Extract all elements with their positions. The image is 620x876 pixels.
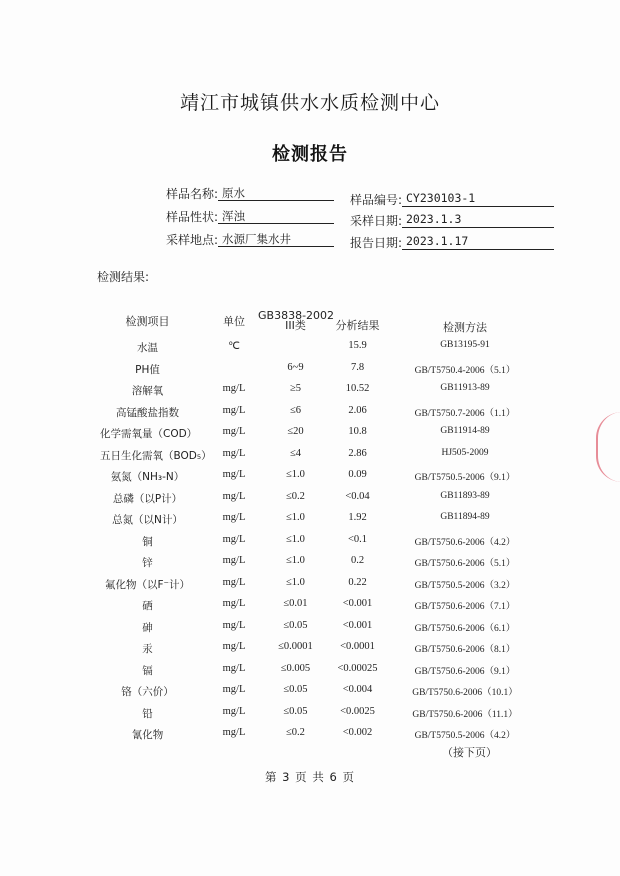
report-title: 检测报告 xyxy=(272,144,348,165)
cell-method: GB/T5750.6-2006（6.1） xyxy=(414,623,516,634)
cell-method: GB13195-91 xyxy=(440,340,490,350)
cell-item: 氰化物 xyxy=(131,729,164,741)
cell-unit: mg/L xyxy=(222,555,246,566)
sampling-location-label: 采样地点: xyxy=(165,233,218,247)
cell-method: GB/T5750.7-2006（1.1） xyxy=(414,408,516,419)
cell-standard: ≤0.2 xyxy=(286,490,305,502)
table-row xyxy=(0,727,620,747)
cell-standard: ≤1.0 xyxy=(286,555,305,566)
cell-result: <0.001 xyxy=(342,598,373,609)
cell-method: GB/T5750.6-2006（10.1） xyxy=(412,688,518,698)
cell-item: 高锰酸盐指数 xyxy=(116,406,179,419)
cell-standard: ≤4 xyxy=(289,447,301,459)
cell-method: GB/T5750.5-2006（3.2） xyxy=(414,580,516,591)
table-row xyxy=(0,491,620,511)
header-unit: 单位 xyxy=(223,315,245,328)
cell-method: GB/T5750.5-2006（4.2） xyxy=(414,731,516,741)
table-row xyxy=(0,512,620,532)
cell-item: 铜 xyxy=(142,535,153,548)
table-row xyxy=(0,641,620,661)
results-label: 检测结果: xyxy=(97,270,150,284)
cell-result: 1.92 xyxy=(348,512,367,523)
header-standard-line2: III类 xyxy=(285,319,306,332)
cell-unit: mg/L xyxy=(222,447,246,459)
table-row xyxy=(0,340,620,360)
cell-standard: ≤1.0 xyxy=(286,576,305,588)
cell-standard: ≤0.01 xyxy=(283,598,308,609)
report-date-value: 2023.1.17 xyxy=(402,234,554,250)
cell-standard: ≥5 xyxy=(289,383,301,394)
organization-name: 靖江市城镇供水水质检测中心 xyxy=(179,92,440,114)
cell-standard: ≤0.05 xyxy=(283,705,308,717)
cell-result: <0.0001 xyxy=(340,641,375,652)
table-row xyxy=(0,577,620,597)
cell-item: 铅 xyxy=(142,707,153,720)
cell-standard: ≤6 xyxy=(289,404,301,416)
table-row xyxy=(0,706,620,726)
sample-name-label: 样品名称: xyxy=(165,187,218,201)
table-row xyxy=(0,555,620,575)
table-row xyxy=(0,663,620,683)
cell-standard: ≤0.05 xyxy=(283,684,308,695)
cell-item: 水温 xyxy=(137,342,158,354)
page-number: 第 3 页 共 6 页 xyxy=(265,770,355,784)
cell-result: 2.06 xyxy=(348,404,367,416)
table-row xyxy=(0,534,620,554)
cell-standard: ≤0.0001 xyxy=(278,641,313,652)
cell-item: 总氮（以N计） xyxy=(112,514,183,526)
cell-method: GB/T5750.4-2006（5.1） xyxy=(414,365,516,376)
cell-unit: mg/L xyxy=(222,426,246,437)
cell-method: GB/T5750.6-2006（4.2） xyxy=(414,537,516,548)
sample-appearance-label: 样品性状: xyxy=(165,210,218,224)
cell-unit: mg/L xyxy=(222,512,246,523)
sample-name-value: 原水 xyxy=(218,185,334,201)
table-row xyxy=(0,598,620,618)
cell-result: <0.04 xyxy=(345,490,370,502)
table-row xyxy=(0,448,620,468)
cell-method: GB/T5750.6-2006（5.1） xyxy=(414,559,516,569)
table-row xyxy=(0,684,620,704)
table-row xyxy=(0,405,620,425)
cell-method: GB/T5750.6-2006（8.1） xyxy=(414,645,516,655)
cell-method: HJ505-2009 xyxy=(441,447,489,458)
cell-method: GB/T5750.6-2006（7.1） xyxy=(414,602,516,612)
cell-standard: 6~9 xyxy=(287,361,304,373)
cell-item: 五日生化需氧（BOD₅） xyxy=(100,449,212,462)
cell-result: 2.86 xyxy=(348,447,367,459)
cell-item: 化学需氧量（COD） xyxy=(100,428,198,440)
cell-method: GB11894-89 xyxy=(440,512,490,522)
cell-unit: mg/L xyxy=(222,404,246,416)
sampling-date-value: 2023.1.3 xyxy=(402,212,554,228)
cell-unit: ℃ xyxy=(228,341,240,352)
cell-standard: ≤0.005 xyxy=(280,662,311,674)
cell-unit: mg/L xyxy=(222,684,246,695)
cell-result: 7.8 xyxy=(350,361,365,373)
cell-result: 10.52 xyxy=(345,383,370,394)
cell-standard: ≤0.2 xyxy=(286,727,305,738)
header-method: 检测方法 xyxy=(443,321,487,334)
table-row xyxy=(0,362,620,382)
cell-unit: mg/L xyxy=(222,490,246,502)
cell-unit: mg/L xyxy=(222,383,246,394)
continued-note: （接下页） xyxy=(442,746,497,759)
cell-item: 砷 xyxy=(142,621,153,634)
cell-item: PH值 xyxy=(135,363,160,376)
sample-number-value: CY230103-1 xyxy=(402,191,554,207)
cell-result: 0.2 xyxy=(350,555,365,566)
cell-unit: mg/L xyxy=(222,705,246,717)
cell-unit: mg/L xyxy=(222,662,246,674)
cell-method: GB/T5750.6-2006（11.1） xyxy=(412,709,518,720)
cell-unit: mg/L xyxy=(222,598,246,609)
report-date-label: 报告日期: xyxy=(349,236,402,250)
cell-standard: ≤1.0 xyxy=(286,533,305,545)
cell-method: GB/T5750.5-2006（9.1） xyxy=(414,473,516,483)
cell-standard: ≤1.0 xyxy=(286,469,305,480)
cell-unit: mg/L xyxy=(222,619,246,631)
cell-unit: mg/L xyxy=(222,727,246,738)
cell-item: 溶解氧 xyxy=(131,385,164,397)
cell-result: <0.001 xyxy=(342,619,373,631)
sample-appearance-value: 浑浊 xyxy=(218,208,334,224)
cell-result: 10.8 xyxy=(348,426,367,437)
header-standard-line1: GB3838-2002 xyxy=(258,309,335,322)
cell-unit: mg/L xyxy=(222,576,246,588)
cell-result: <0.1 xyxy=(347,533,368,545)
header-item: 检测项目 xyxy=(125,315,170,328)
cell-standard: ≤20 xyxy=(287,426,304,437)
cell-result: 15.9 xyxy=(348,340,367,351)
cell-item: 总磷（以P计） xyxy=(112,492,183,505)
cell-result: <0.00025 xyxy=(337,662,378,674)
table-row xyxy=(0,383,620,403)
cell-method: GB11914-89 xyxy=(440,426,490,436)
cell-item: 氨氮（NH₃-N） xyxy=(110,471,185,483)
cell-standard: ≤1.0 xyxy=(286,512,305,523)
cell-result: <0.004 xyxy=(342,684,373,695)
cell-item: 硒 xyxy=(142,600,153,612)
cell-result: 0.22 xyxy=(348,576,367,588)
cell-unit: mg/L xyxy=(222,469,246,480)
cell-method: GB/T5750.6-2006（9.1） xyxy=(414,666,516,677)
cell-method: GB11913-89 xyxy=(440,383,490,393)
cell-item: 锌 xyxy=(142,557,153,569)
cell-item: 镉 xyxy=(142,664,153,677)
cell-unit: mg/L xyxy=(222,533,246,545)
sampling-date-label: 采样日期: xyxy=(349,214,402,228)
cell-result: 0.09 xyxy=(348,469,367,480)
cell-standard: ≤0.05 xyxy=(283,619,308,631)
sampling-location-value: 水源厂集水井 xyxy=(218,231,334,247)
cell-item: 氟化物（以F⁻计） xyxy=(104,578,191,591)
header-result: 分析结果 xyxy=(335,319,380,332)
cell-method: GB11893-89 xyxy=(440,490,490,501)
cell-unit: mg/L xyxy=(222,641,246,652)
cell-item: 铬（六价） xyxy=(121,686,174,698)
sample-number-label: 样品编号: xyxy=(349,193,402,207)
table-row xyxy=(0,426,620,446)
table-row xyxy=(0,469,620,489)
table-row xyxy=(0,620,620,640)
cell-item: 汞 xyxy=(142,643,153,655)
cell-result: <0.0025 xyxy=(340,705,375,717)
cell-result: <0.002 xyxy=(342,727,373,738)
